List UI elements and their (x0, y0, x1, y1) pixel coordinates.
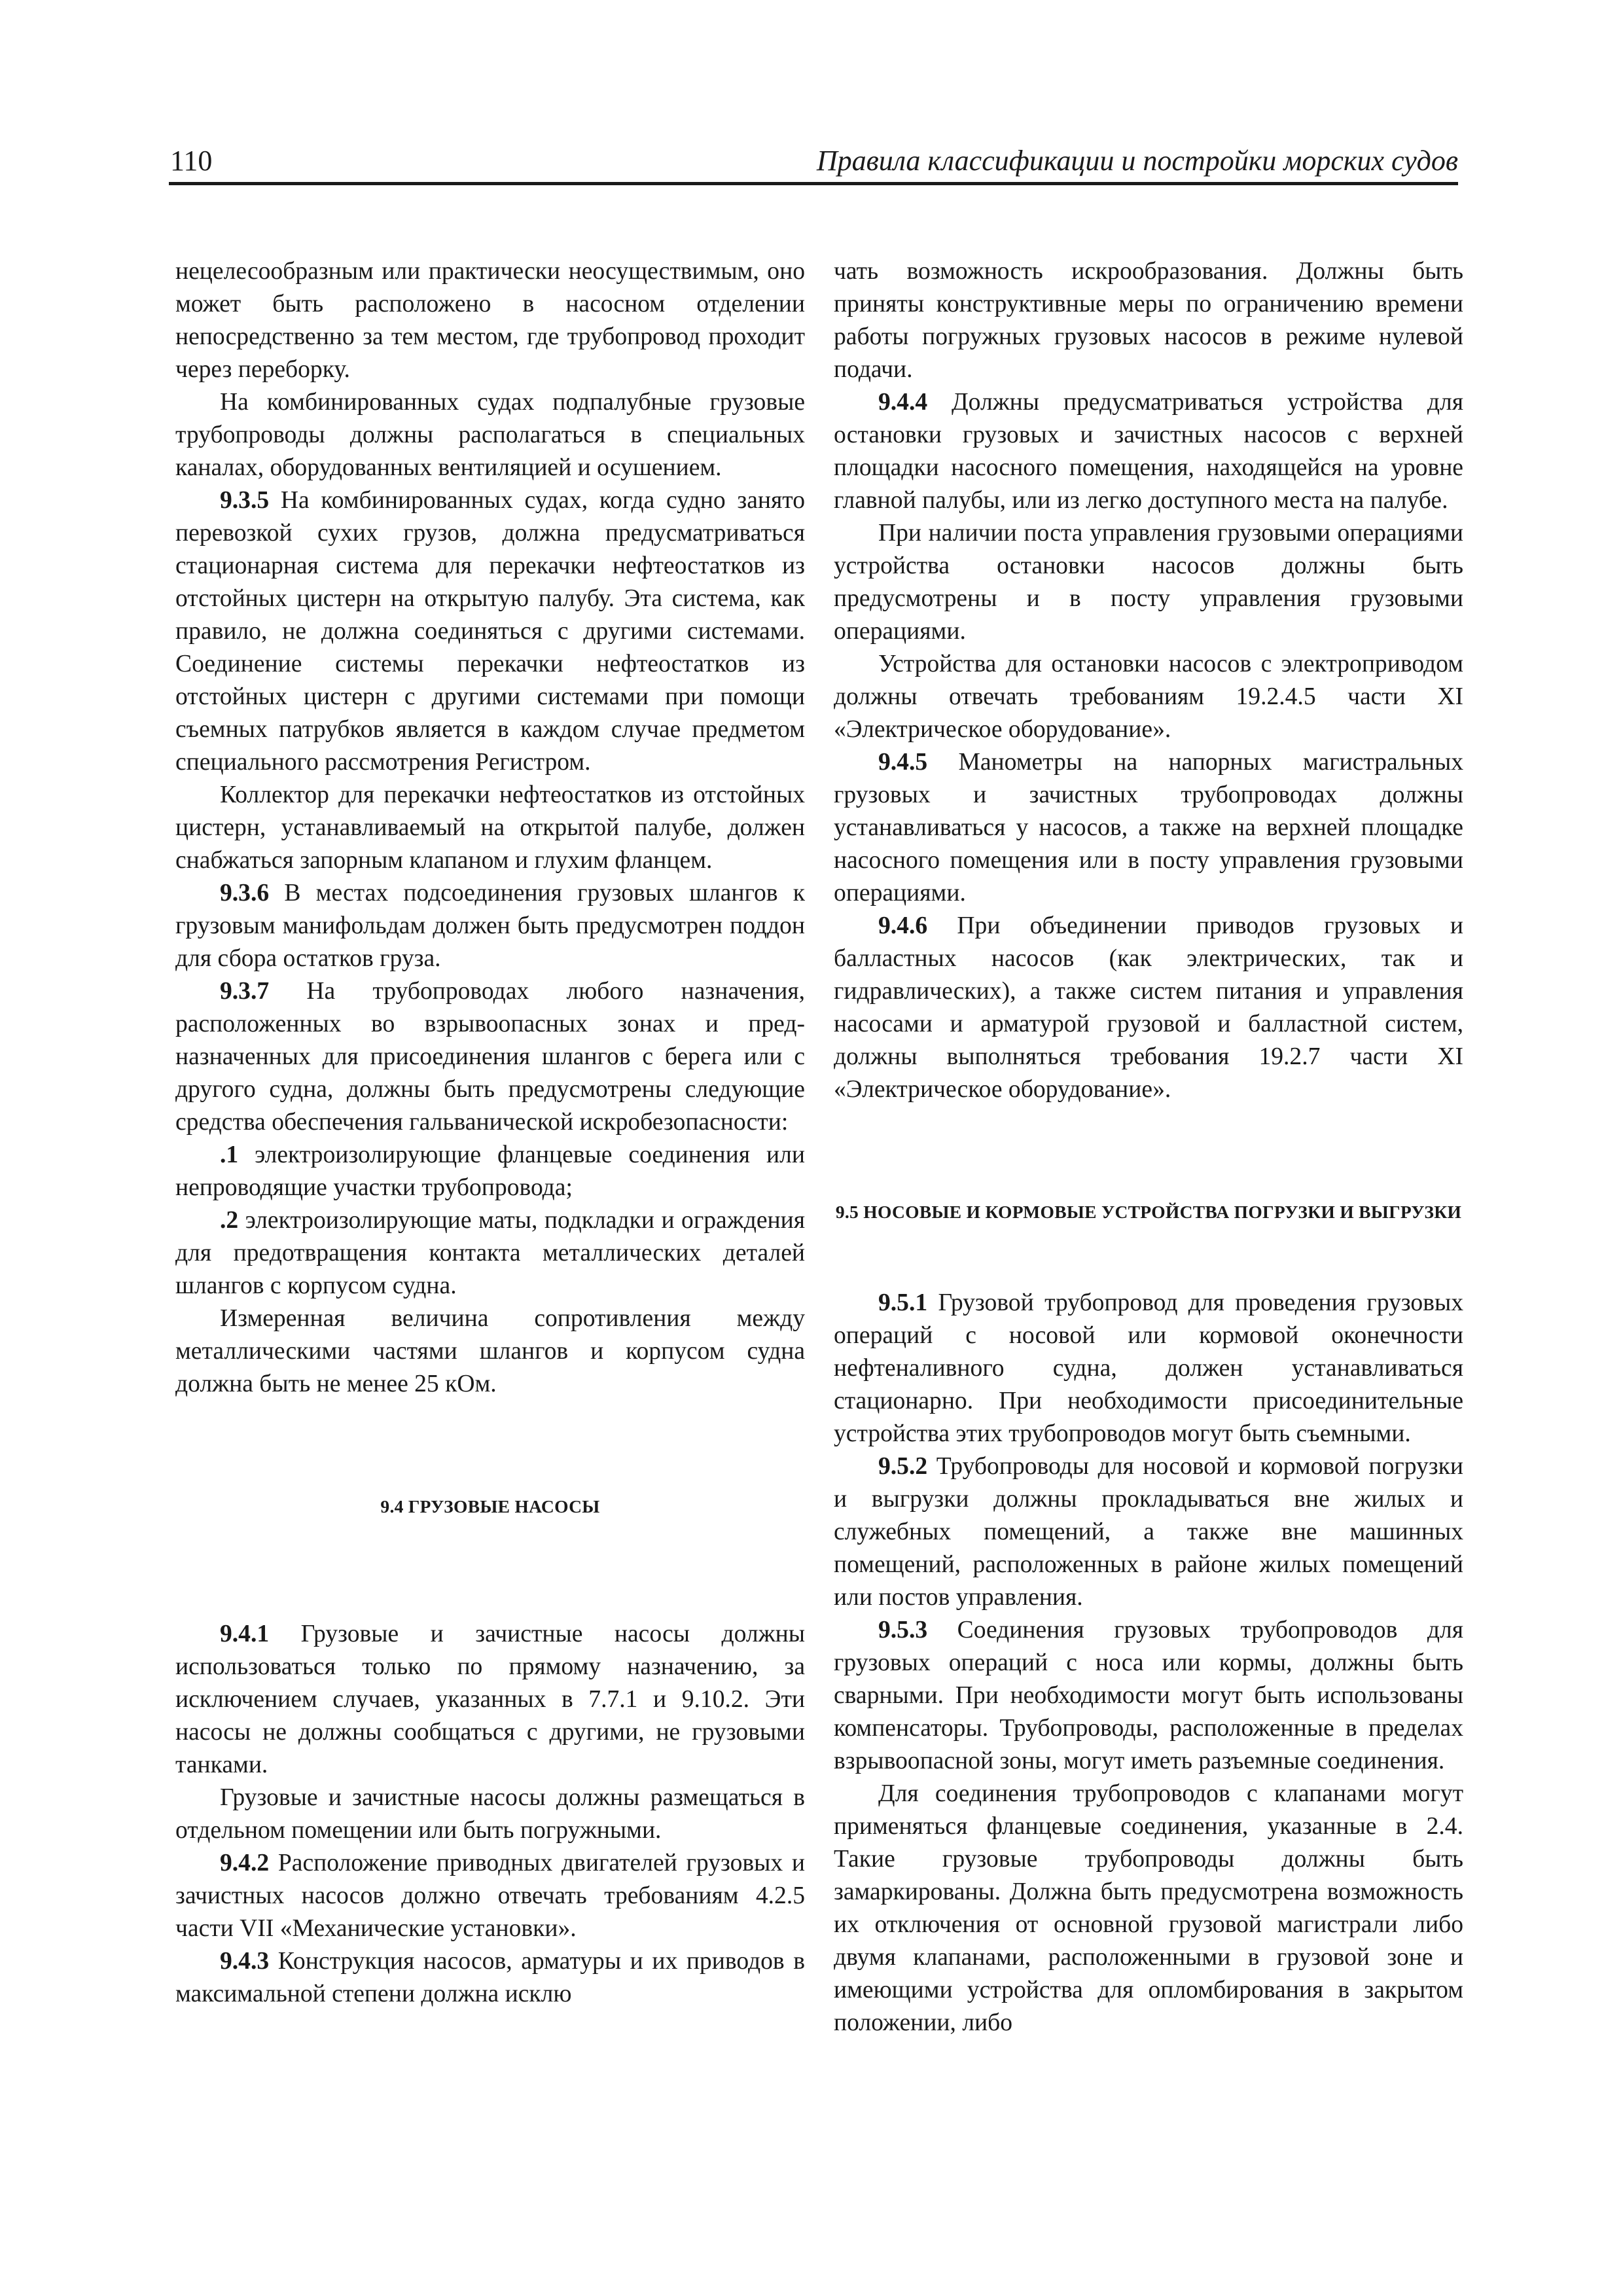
running-title: Правила классификации и постройки морских судов (816, 145, 1458, 177)
paragraph: Для соединения трубопроводов с клапанами могут применяться фланцевые соединения, указанные в 2.4. Такие грузовые трубопроводы должны быть замаркированы. Должна быть предусмотрена возможность их отключения от основной грузовой магистрали либо двумя клапанами, расположенными в грузовой зоне и имеющими устройства для опломбирования в закрытом положении, либо (834, 1780, 1463, 2036)
clause-number: 9.3.7 (220, 978, 270, 1005)
paragraph: Грузовые и зачистные насосы должны размещаться в отдельном помещении или быть погружными. (175, 1784, 805, 1844)
paragraph: При наличии поста управления грузовыми операциями устройства остановки насосов должны быть предусмотрены и в посту управления грузовыми операциями. (834, 520, 1463, 645)
clause-text: Соединения грузовых трубопроводов для грузовых операций с носа или кормы, должны быть сварными. При необходимости могут быть использованы компенсаторы. Трубопроводы, расположенные в пределах взрывоопасной зоны, могут иметь разъемные соединения. (834, 1617, 1463, 1774)
clause-number: 9.4.3 (220, 1948, 270, 1975)
list-item-2 (175, 1204, 805, 1302)
clause-number: 9.3.5 (220, 487, 270, 514)
item-number: .2 (220, 1207, 239, 1234)
clause-9-4-2 (175, 1847, 805, 1945)
clause-9-5-3 (834, 1614, 1463, 1778)
clause-9-3-5 (175, 484, 805, 779)
clause-9-4-5 (834, 746, 1463, 910)
clause-text: Манометры на напорных магистральных грузовых и зачистных трубопроводах должны устанавливаться у насосов, а также на верхней площадке насосного помещения или в посту управления грузовыми операциями. (834, 749, 1463, 906)
section-heading-9-4: 9.4 ГРУЗОВЫЕ НАСОСЫ (380, 1496, 600, 1516)
clause-text: Должны предусматриваться устройства для остановки грузовых и зачистных насосов с верхней площадки насосного помещения, находящейся на уровне главной палубы, или из легко доступного места на палубе. (834, 389, 1463, 514)
clause-9-4-1 (175, 1618, 805, 1782)
clause-number: 9.4.2 (220, 1850, 270, 1876)
paragraph: нецелесообразным или практически неосуществимым, оно может быть расположено в насосном отделении непосредственно за тем местом, где трубопровод проходит через переборку. (175, 258, 805, 383)
clause-9-3-6 (175, 877, 805, 975)
clause-text: Трубопроводы для носовой и кормовой погрузки и выгрузки должны прокладываться вне жилых и служебных помещений, а также вне машинных помещений, расположенных в районе жилых помещений или постов управления. (834, 1453, 1463, 1611)
section-heading-9-5: 9.5 НОСОВЫЕ И КОРМОВЫЕ УСТРОЙСТВА ПОГРУЗКИ И ВЫГРУЗКИ (835, 1202, 1462, 1222)
clause-text: На трубопроводах любого назначения, расположенных во взрывоопасных зонах и предназначенных для присоединения шлангов с берега или с другого судна, должны быть предусмотрены следующие средства обеспечения гальванической искробезопасности: (175, 978, 805, 1136)
clause-text: Конструкция насосов, арматуры и их приводов в максимальной степени должна исклю (175, 1948, 805, 2007)
clause-number: 9.4.4 (878, 389, 928, 416)
clause-number: 9.5.2 (878, 1453, 928, 1480)
clause-9-3-7 (175, 975, 805, 1139)
clause-text: Грузовые и зачистные насосы должны использоваться только по прямому назначению, за исключением случаев, указанных в 7.7.1 и 9.10.2. Эти насосы не должны сообщаться с другими, не грузовыми танками. (175, 1621, 805, 1778)
item-text: электроизолирующие маты, подкладки и ограждения для предотвращения контакта металлических деталей шлангов с корпусом судна. (175, 1207, 805, 1299)
paragraph: чать возможность искрообразования. Должны быть приняты конструктивные меры по ограничению времени работы погружных грузовых насосов в режиме нулевой подачи. (834, 258, 1463, 383)
clause-text: В местах подсоединения грузовых шлангов к грузовым манифольдам должен быть предусмотрен поддон для сбора остатков груза. (175, 880, 805, 972)
clause-number: 9.5.3 (878, 1617, 928, 1643)
clause-number: 9.4.1 (220, 1621, 270, 1647)
item-number: .1 (220, 1141, 239, 1168)
clause-text: На комбинированных судах, когда судно занято перевозкой сухих грузов, должна предусматриваться стационарная система для перекачки нефтеостатков из отстойных цистерн на открытую палубу. Эта система, как правило, не должна соединяться с другими системами. Соединение системы перекачки нефтеостатков из отстойных цистерн с другими системами при помощи съемных патрубков является в каждом случае предметом специального рассмотрения Регистром. (175, 487, 805, 776)
clause-text: При объединении приводов грузовых и балластных насосов (как электрических, так и гидравлических), а также систем питания и управления насосами и арматурой грузовой и балластной систем, должны выполняться требования 19.2.7 части XI «Электрическое оборудование». (834, 912, 1463, 1103)
clause-number: 9.5.1 (878, 1289, 928, 1316)
left-column (175, 255, 805, 2011)
item-text: электроизолирующие фланцевые соединения или непроводящие участки трубопровода; (175, 1141, 805, 1201)
clause-number: 9.4.5 (878, 749, 928, 776)
page-header (169, 139, 1458, 185)
clause-text: Грузовой трубопровод для проведения грузовых операций с носовой или кормовой оконечности нефтеналивного судна, должен устанавливаться стационарно. При необходимости присоединительные устройства этих трубопроводов могут быть съемными. (834, 1289, 1463, 1447)
clause-number: 9.3.6 (220, 880, 270, 906)
page-number: 110 (170, 145, 213, 177)
list-item-1 (175, 1139, 805, 1204)
clause-9-4-6 (834, 910, 1463, 1106)
clause-number: 9.4.6 (878, 912, 928, 939)
right-column (834, 255, 1463, 2039)
clause-text: Расположение приводных двигателей грузовых и зачистных насосов должно отвечать требованиям 4.2.5 части VII «Механические установки». (175, 1850, 805, 1942)
clause-9-5-1 (834, 1287, 1463, 1450)
paragraph: Коллектор для перекачки нефтеостатков из отстойных цистерн, устанавливаемый на открытой палубе, должен снабжаться запорным клапаном и глухим фланцем. (175, 781, 805, 874)
paragraph: На комбинированных судах подпалубные грузовые трубопроводы должны располагаться в специальных каналах, оборудованных вентиляцией и осушением. (175, 389, 805, 481)
clause-9-4-4 (834, 386, 1463, 517)
clause-9-4-3 (175, 1945, 805, 2011)
clause-9-5-2 (834, 1450, 1463, 1614)
paragraph: Измеренная величина сопротивления между металлическими частями шлангов и корпусом судна должна быть не менее 25 кОм. (175, 1305, 805, 1397)
paragraph: Устройства для остановки насосов с электроприводом должны отвечать требованиям 19.2.4.5 части XI «Электрическое оборудование». (834, 651, 1463, 743)
